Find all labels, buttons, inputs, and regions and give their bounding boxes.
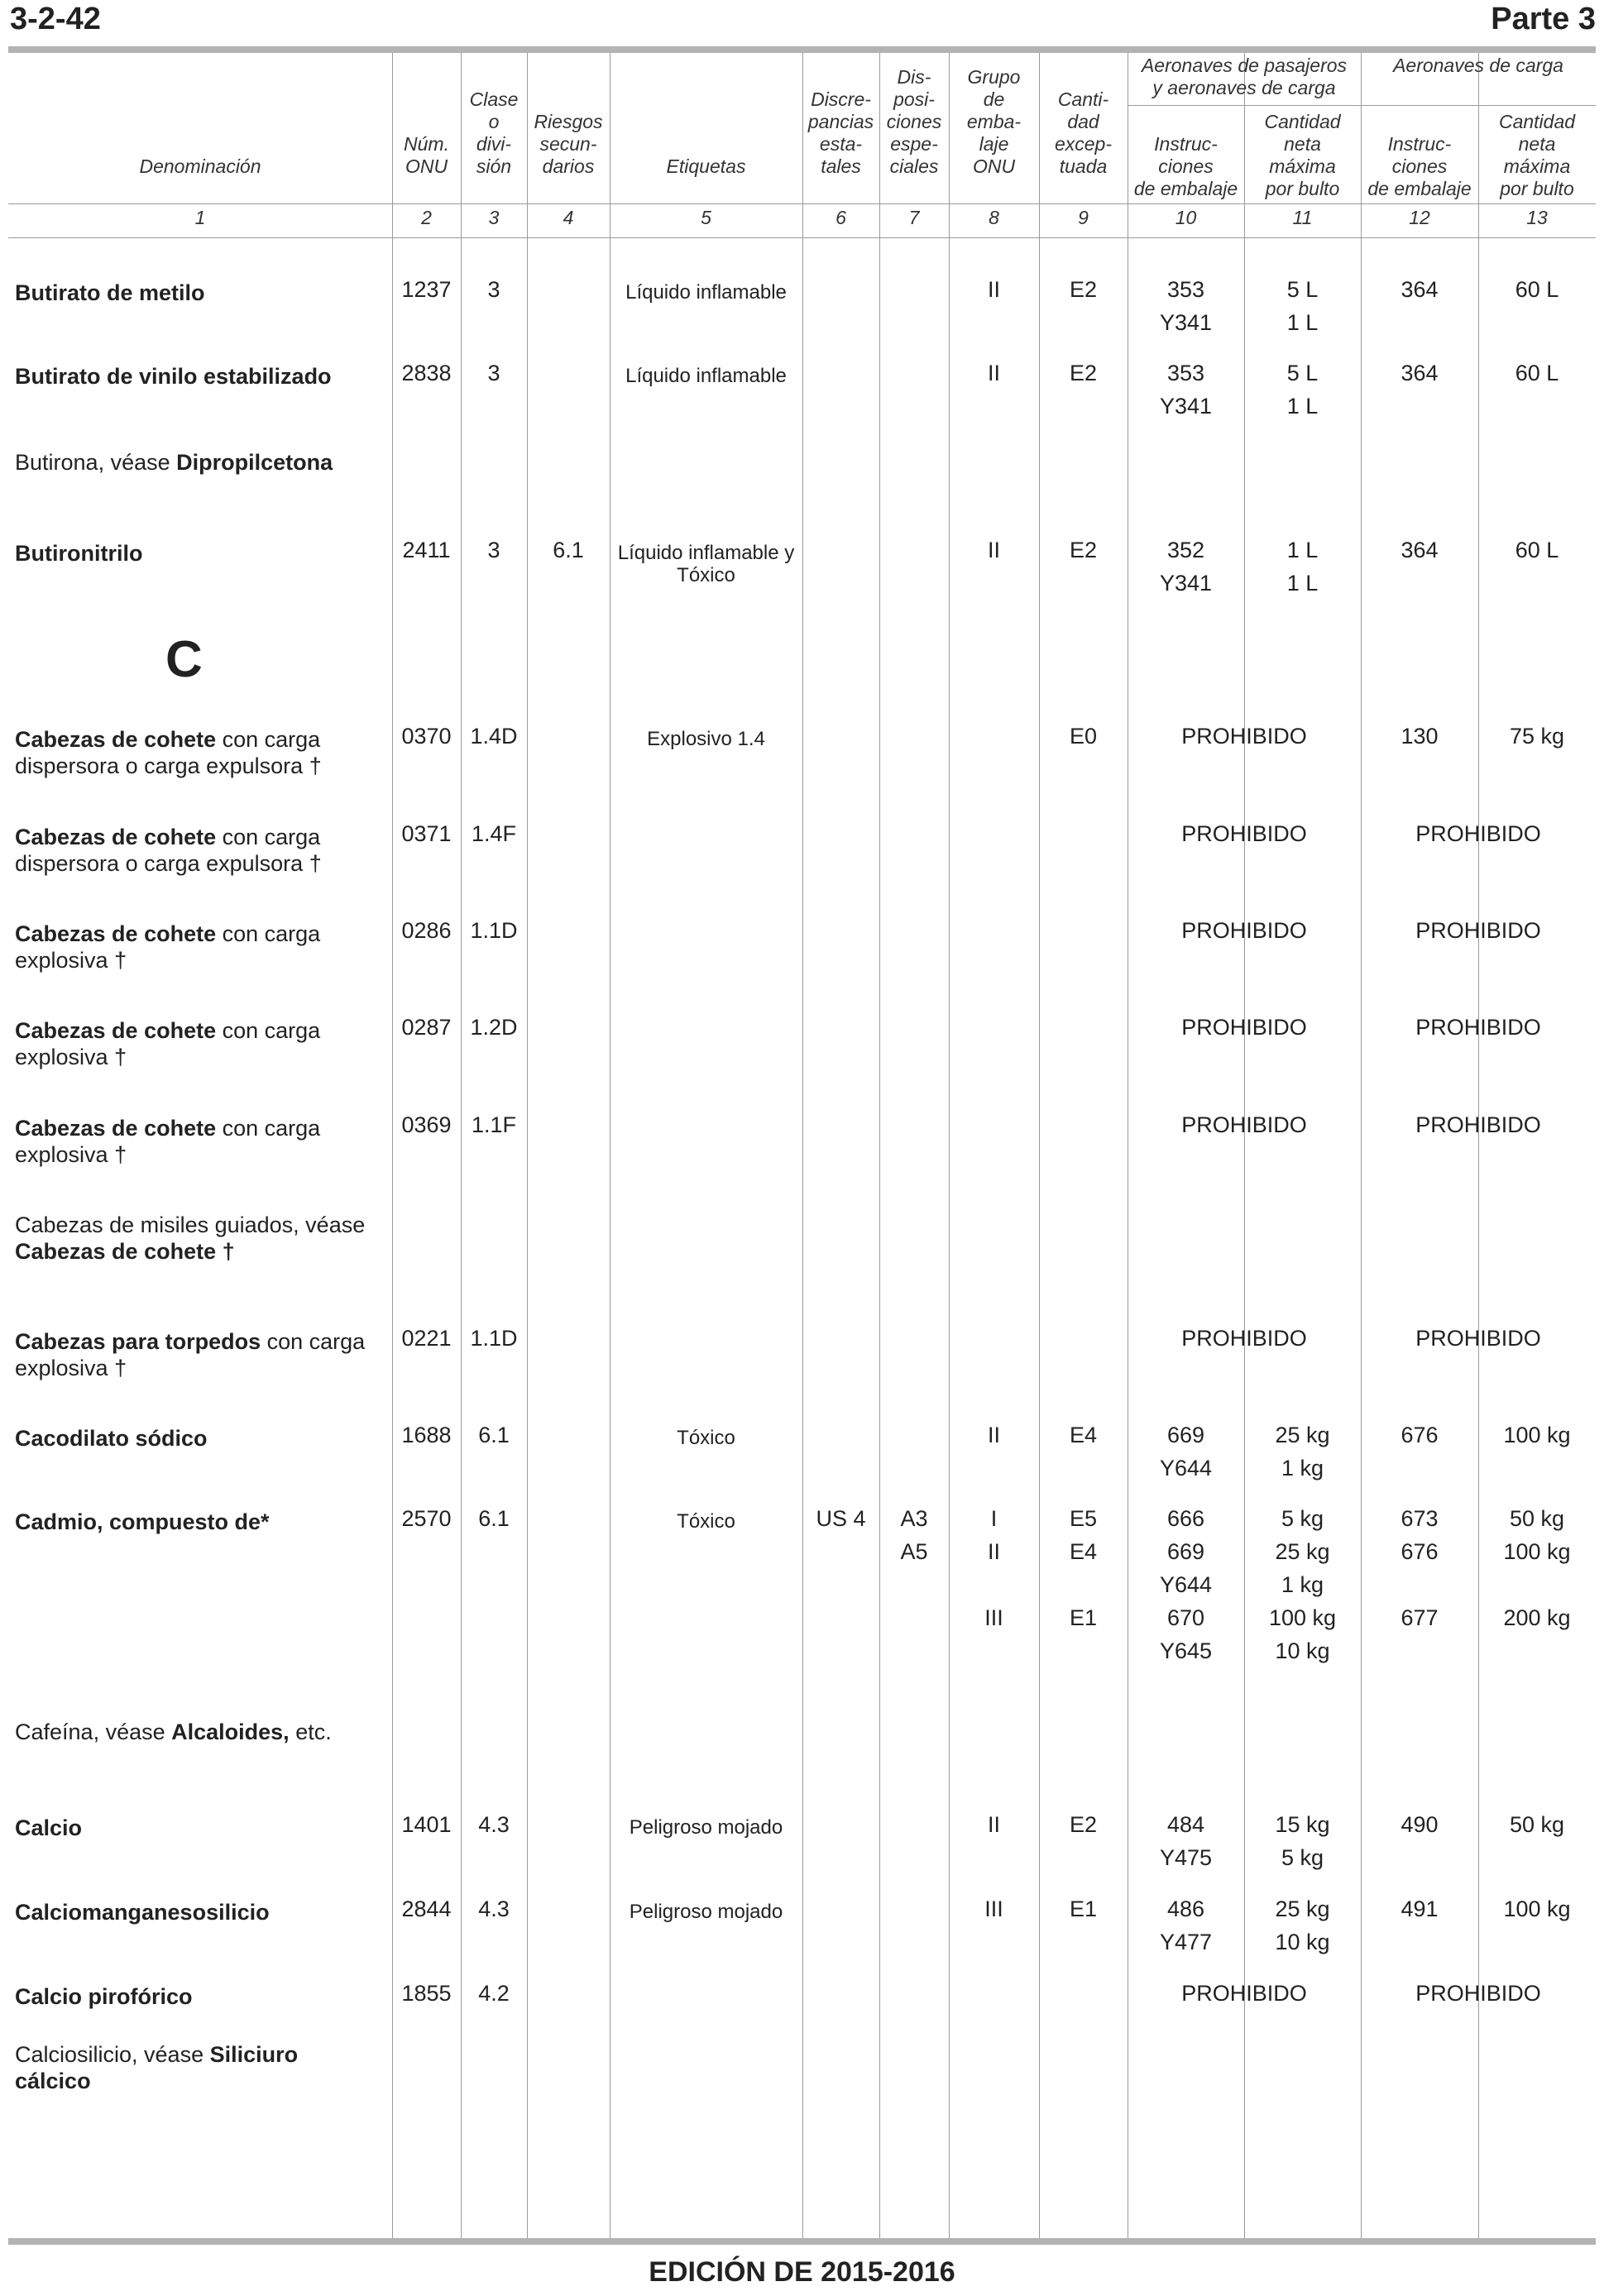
denomination-cell [15, 1212, 379, 1265]
col-num: 8 [989, 207, 999, 228]
denomination-cell [15, 363, 379, 390]
cell-ci: 364 [1401, 277, 1439, 302]
denomination-bold: Calciomanganesosilicio [15, 1900, 270, 1925]
col-head-pass-packing-instr: Instruc- ciones de embalaje [1133, 133, 1238, 199]
denomination-cell [15, 1983, 379, 2010]
part-label: Parte 3 [1491, 2, 1596, 36]
col-num: 5 [701, 207, 711, 228]
cell-cls: 4.2 [478, 1981, 510, 2006]
col-num: 10 [1175, 207, 1197, 228]
cell-pq: 5 L 1 L [1286, 277, 1319, 335]
col-head-special-provisions: Dis- posi- ciones espe- ciales [886, 66, 942, 177]
cell-pg: II [987, 1812, 1000, 1837]
col-head-subsidiary-risk: Riesgos secun- darios [534, 111, 603, 177]
column-divider [879, 53, 880, 2238]
cargo-prohibited: PROHIBIDO [1415, 918, 1541, 943]
denomination-bold: Calcio pirofórico [15, 1984, 193, 2009]
cell-sp: A3 A5 [900, 1506, 928, 1564]
passenger-prohibited: PROHIBIDO [1181, 1015, 1307, 1040]
cell-un: 2844 [401, 1897, 452, 1921]
cargo-prohibited: PROHIBIDO [1415, 1981, 1541, 2006]
denomination-bold: Cabezas de cohete [15, 1116, 217, 1141]
cell-pg: I II III [984, 1506, 1003, 1630]
cargo-prohibited: PROHIBIDO [1415, 1015, 1541, 1040]
cell-cls: 1.4F [471, 821, 517, 846]
denomination-cell [15, 1425, 379, 1452]
denomination-bold: Butirato de vinilo estabilizado [15, 364, 332, 389]
cell-cls: 4.3 [478, 1812, 510, 1837]
cell-pi: 666 669 Y644 670 Y645 [1159, 1506, 1213, 1663]
cell-eq: E0 [1069, 724, 1098, 749]
col-num: 9 [1078, 207, 1089, 228]
cargo-aircraft-header: Aeronaves de carga [1393, 55, 1563, 76]
denomination-prefix: Cabezas de misiles guiados, véase [15, 1213, 366, 1237]
denomination-cell [15, 1899, 379, 1925]
cell-pg: III [984, 1897, 1003, 1921]
cell-label: Explosivo 1.4 [647, 728, 765, 750]
denomination-bold: Cabezas de cohete † [15, 1239, 235, 1264]
col-head-un-number: Núm. ONU [404, 133, 449, 177]
denomination-rest: con carga explosiva † [15, 1018, 321, 1069]
denomination-prefix: Butirona, véase [15, 450, 177, 475]
denomination-cell [15, 1017, 379, 1070]
col-head-pass-max-qty: Cantidad neta máxima por bulto [1264, 111, 1341, 199]
cell-pg: II [987, 277, 1000, 302]
cell-cq: 75 kg [1509, 724, 1565, 749]
denomination-bold: Butironitrilo [15, 541, 143, 566]
cell-ci: 491 [1401, 1897, 1439, 1921]
cell-cls: 4.3 [478, 1897, 510, 1921]
header-rule [8, 203, 1596, 204]
bottom-rule [8, 2238, 1596, 2245]
cell-pi: 669 Y644 [1159, 1423, 1213, 1480]
cell-cq: 60 L [1515, 538, 1559, 562]
denomination-rest: con carga dispersora o carga expulsora † [15, 825, 322, 876]
cell-un: 2411 [402, 538, 451, 562]
cargo-prohibited: PROHIBIDO [1415, 1326, 1541, 1351]
cell-cq: 50 kg [1509, 1812, 1565, 1837]
denomination-cell [15, 1719, 379, 1745]
cell-un: 1688 [401, 1423, 452, 1447]
column-divider [802, 53, 803, 2238]
cell-pg: II [987, 361, 1000, 385]
cell-cq: 60 L [1515, 361, 1559, 385]
group-header-rule [1128, 105, 1596, 106]
section-letter: C [165, 631, 203, 688]
cell-cq: 100 kg [1503, 1423, 1571, 1447]
cell-state: US 4 [816, 1506, 866, 1531]
cell-ci: 130 [1401, 724, 1439, 749]
passenger-prohibited: PROHIBIDO [1181, 1326, 1307, 1351]
denomination-bold: Cabezas para torpedos [15, 1329, 261, 1354]
cell-label: Peligroso mojado [629, 1901, 783, 1923]
col-head-class: Clase o divi- sión [469, 88, 519, 177]
denomination-cell [15, 726, 379, 779]
cell-eq: E2 [1069, 277, 1098, 302]
cell-cls: 6.1 [478, 1506, 510, 1531]
cell-pi: 352 Y341 [1159, 538, 1213, 596]
passenger-aircraft-header: Aeronaves de pasajeros y aeronaves de carga [1141, 55, 1348, 98]
passenger-prohibited: PROHIBIDO [1181, 821, 1307, 846]
col-num: 7 [908, 207, 920, 228]
denomination-prefix: Calciosilicio, véase [15, 2042, 210, 2067]
passenger-prohibited: PROHIBIDO [1181, 1981, 1307, 2006]
edition-footer: EDICIÓN DE 2015-2016 [649, 2256, 955, 2288]
top-rule [8, 46, 1596, 53]
cell-un: 0286 [401, 918, 452, 943]
denomination-bold: Cabezas de cohete [15, 825, 217, 849]
cell-eq: E4 [1069, 1423, 1098, 1447]
denomination-bold: Cadmio, compuesto de* [15, 1509, 270, 1534]
cell-cls: 1.4D [470, 724, 518, 749]
cell-pq: 5 kg 25 kg 1 kg 100 kg 10 kg [1268, 1506, 1337, 1663]
col-head-cargo-max-qty: Cantidad neta máxima por bulto [1498, 111, 1576, 199]
passenger-prohibited: PROHIBIDO [1181, 918, 1307, 943]
denomination-rest: con carga explosiva † [15, 921, 321, 973]
cell-eq: E1 [1069, 1897, 1098, 1921]
col-head-denominacion: Denominación [139, 155, 261, 177]
cell-un: 0221 [401, 1326, 452, 1351]
cell-un: 0370 [401, 724, 452, 749]
cell-pq: 15 kg 5 kg [1275, 1812, 1330, 1870]
passenger-prohibited: PROHIBIDO [1181, 724, 1307, 749]
cell-label: Líquido inflamable y Tóxico [617, 542, 795, 586]
cell-cls: 3 [487, 277, 500, 302]
cell-pg: II [987, 1423, 1000, 1447]
cell-eq: E2 [1069, 1812, 1098, 1837]
col-num: 6 [836, 207, 846, 228]
cell-label: Tóxico [677, 1427, 735, 1449]
denomination-cell [15, 824, 379, 877]
cell-pi: 484 Y475 [1159, 1812, 1213, 1870]
col-num: 1 [194, 207, 206, 228]
col-head-excepted-quantity: Canti- dad excep- tuada [1054, 88, 1113, 177]
col-head-cargo-packing-instr: Instruc- ciones de embalaje [1367, 133, 1472, 199]
cargo-prohibited: PROHIBIDO [1415, 1112, 1541, 1137]
cell-pi: 353 Y341 [1159, 361, 1213, 419]
cell-cls: 3 [487, 538, 500, 562]
cell-cq: 60 L [1515, 277, 1559, 302]
cell-pq: 5 L 1 L [1286, 361, 1319, 419]
cell-cls: 6.1 [478, 1423, 510, 1447]
cell-label: Líquido inflamable [625, 281, 787, 304]
cell-cls: 3 [487, 361, 500, 385]
cell-sub: 6.1 [553, 538, 584, 562]
cell-eq: E2 [1069, 538, 1098, 562]
denomination-cell [15, 1509, 379, 1535]
denomination-cell [15, 2041, 379, 2094]
cell-ci: 676 [1401, 1423, 1439, 1447]
denomination-cell [15, 449, 379, 476]
col-num: 13 [1526, 207, 1548, 228]
col-head-state-variations: Discre- pancias esta- tales [807, 88, 874, 177]
cell-un: 1237 [401, 277, 452, 302]
col-num: 3 [488, 207, 500, 228]
cell-cls: 1.1F [471, 1112, 517, 1137]
cell-un: 1855 [401, 1981, 452, 2006]
cell-eq: E2 [1069, 361, 1098, 385]
col-num: 12 [1409, 207, 1430, 228]
cell-ci: 364 [1401, 361, 1439, 385]
column-divider [527, 53, 528, 2238]
denomination-bold: Cabezas de cohete [15, 727, 217, 752]
denomination-bold: Butirato de metilo [15, 280, 205, 305]
cell-un: 2838 [401, 361, 452, 385]
denomination-bold: Dipropilcetona [176, 450, 333, 475]
cell-ci: 364 [1401, 538, 1439, 562]
cargo-prohibited: PROHIBIDO [1415, 821, 1541, 846]
cell-cq: 50 kg 100 kg 200 kg [1503, 1506, 1571, 1630]
cell-pq: 25 kg 1 kg [1275, 1423, 1330, 1480]
denomination-bold: Cabezas de cohete [15, 1018, 217, 1043]
cell-label: Líquido inflamable [625, 365, 787, 387]
cell-un: 0371 [401, 821, 452, 846]
cell-pi: 353 Y341 [1159, 277, 1213, 335]
cell-label: Peligroso mojado [629, 1816, 783, 1839]
denomination-cell [15, 1815, 379, 1841]
denomination-bold: Alcaloides, [171, 1720, 290, 1744]
cell-un: 0369 [401, 1112, 452, 1137]
cell-un: 1401 [401, 1812, 452, 1837]
cell-eq: E5 E4 E1 [1069, 1506, 1098, 1630]
col-head-labels: Etiquetas [666, 155, 746, 177]
cell-ci: 673 676 677 [1401, 1506, 1439, 1630]
denomination-prefix: Cafeína, véase [15, 1720, 172, 1744]
cell-un: 2570 [401, 1506, 452, 1531]
denomination-cell [15, 1328, 379, 1381]
cell-cls: 1.1D [470, 1326, 518, 1351]
denomination-bold: Cabezas de cohete [15, 921, 217, 946]
denomination-rest: con carga dispersora o carga expulsora † [15, 727, 322, 778]
denomination-bold: Calcio [15, 1815, 83, 1840]
denomination-rest: etc. [289, 1720, 332, 1744]
cell-cls: 1.1D [470, 918, 518, 943]
denomination-bold: Cacodilato sódico [15, 1426, 208, 1451]
col-head-packing-group: Grupo de emba- laje ONU [966, 66, 1022, 177]
denomination-bold: Siliciuro cálcico [15, 2042, 299, 2093]
page-number: 3-2-42 [10, 2, 101, 36]
cell-pq: 1 L 1 L [1286, 538, 1319, 596]
denomination-cell [15, 280, 379, 306]
denomination-rest: con carga explosiva † [15, 1329, 366, 1380]
cell-un: 0287 [401, 1015, 452, 1040]
cell-cls: 1.2D [470, 1015, 518, 1040]
col-num: 11 [1292, 207, 1313, 228]
cell-pg: II [987, 538, 1000, 562]
cell-cq: 100 kg [1503, 1897, 1571, 1921]
cell-pq: 25 kg 10 kg [1275, 1897, 1330, 1954]
passenger-prohibited: PROHIBIDO [1181, 1112, 1307, 1137]
denomination-cell [15, 540, 379, 567]
denomination-cell [15, 921, 379, 973]
denomination-cell [15, 1115, 379, 1168]
denomination-rest: con carga explosiva † [15, 1116, 321, 1167]
col-num: 2 [421, 207, 432, 228]
cell-label: Tóxico [677, 1510, 735, 1533]
col-num: 4 [563, 207, 574, 228]
cell-pi: 486 Y477 [1159, 1897, 1213, 1954]
cell-ci: 490 [1401, 1812, 1439, 1837]
header-rule [8, 237, 1596, 238]
